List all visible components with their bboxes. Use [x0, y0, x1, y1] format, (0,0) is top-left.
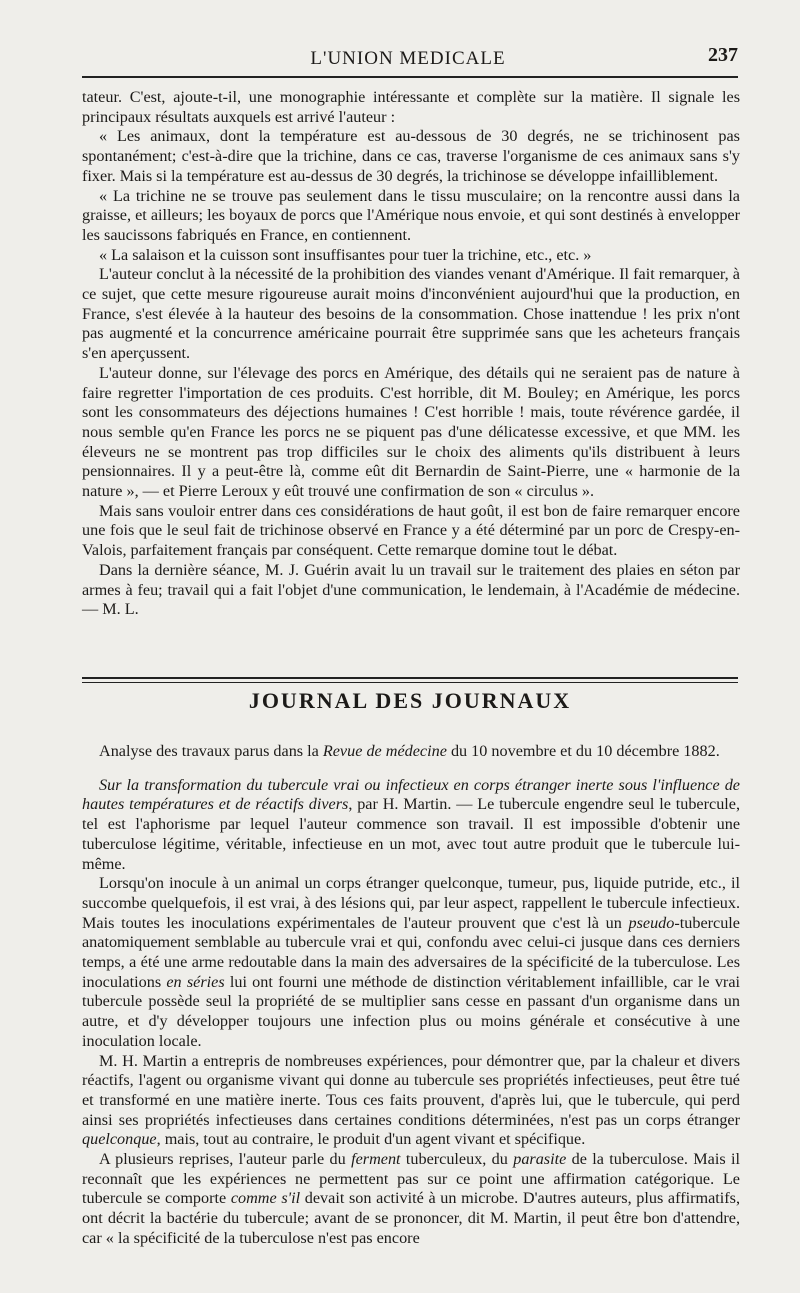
paragraph: A plusieurs reprises, l'auteur parle du ferment tuberculeux, du parasite de la tuberculose. Mais il reconnaît que les expériences ne permettent pas sur ce point une affirmation catégorique. Le tubercule se comporte comme s'il devait son activité à un microbe. D'autres auteurs, plus affirmatifs, ont décrit la bactérie du tubercule; avant de se prononcer, dit M. Martin, il peut être bon d'attendre, car « la spécificité de la tuberculose n'est pas encore	[82, 1150, 740, 1247]
journal-review-text	[82, 742, 740, 1249]
paragraph: Mais sans vouloir entrer dans ces considérations de haut goût, il est bon de faire remarquer encore une fois que le seul fait de trichinose observé en France y a été déterminé par un porc de Crespy-en-Valois, parfaitement français par conséquent. Cette remarque domine tout le débat.	[82, 501, 740, 560]
paragraph: Lorsqu'on inocule à un animal un corps étranger quelconque, tumeur, pus, liquide putride, etc., il succombe quelquefois, il est vrai, à des lésions qui, par leur aspect, rappellent le tubercule infectieux. Mais toutes les inoculations expérimentales de l'auteur prouvent que c'est là un pseudo-tubercule anatomiquement semblable au tubercule vrai et qui, confondu avec celui-ci jusque dans ces derniers temps, a été une arme redoutable dans la main des adversaires de la spécificité de la tuberculose. Les inoculations en séries lui ont fourni une méthode de distinction véritablement infaillible, car le vrai tubercule possède seul la propriété de se multiplier sans cesse en passant d'un organisme dans un autre, et d'y développer toujours une infection plus ou moins générale et consécutive à une inoculation locale.	[82, 874, 740, 1050]
article-author: , par H. Martin.	[348, 795, 452, 814]
page-number: 237	[708, 44, 738, 66]
paragraph: « Les animaux, dont la température est au-dessous de 30 degrés, ne se trichinosent pas spontanément; c'est-à-dire que la trichine, dans ce cas, traverse l'organisme de ces animaux sans s'y fixer. Mais si la température est au-dessus de 30 degrés, la trichinose se développe infailliblement.	[82, 127, 740, 185]
intro-paragraph: Analyse des travaux parus dans la Revue de médecine du 10 novembre et du 10 décembre 1882.	[99, 742, 720, 760]
paragraph: tateur. C'est, ajoute-t-il, une monographie intéressante et complète sur la matière. Il signale les principaux résultats auxquels est arrivé l'auteur :	[82, 88, 740, 126]
continued-article-text	[82, 88, 740, 620]
running-title: L'UNION MEDICALE	[310, 48, 506, 69]
paragraph: L'auteur donne, sur l'élevage des porcs en Amérique, des détails qui ne seraient pas de nature à faire regretter l'importation de ces produits. C'est horrible, dit M. Bouley; en Amérique, les porcs sont les consommateurs des déjections humaines ! C'est horrible ! mais, toute révérence gardée, il nous semble qu'en France les porcs ne se piquent pas d'une délicatesse excessive, et que MM. les éleveurs ne se montrent pas trop difficiles sur le choix des aliments qu'ils distribuent à leurs pensionnaires. Il y a peut-être là, comme eût dit Bernardin de Saint-Pierre, une « harmonie de la nature », — et Pierre Leroux y eût trouvé une confirmation de son « circulus ».	[82, 363, 740, 501]
article-title: Sur la transformation du tubercule vrai ou infectieux en corps étranger inerte sous l'influence de hautes températures et de réactifs divers	[82, 775, 740, 814]
paragraph: M. H. Martin a entrepris de nombreuses expériences, pour démontrer que, par la chaleur et divers réactifs, l'agent ou organisme vivant qui donne au tubercule ses propriétés infectieuses, peut être tué et transformé en une matière inerte. Tous ces faits prouvent, d'après lui, que le tubercule, qui perd ainsi ses propriétés infectieuses dans certaines conditions déterminées, n'est pas un corps étranger quelconque, mais, tout au contraire, le produit d'un agent vivant et spécifique.	[82, 1051, 740, 1149]
paragraph: L'auteur conclut à la nécessité de la prohibition des viandes venant d'Amérique. Il fait remarquer, à ce sujet, que cette mesure rigoureuse aurait moins d'inconvénient aujourd'hui que la production, en France, s'est élevée à la hauteur des besoins de la consommation. Chose inattendue ! les prix n'ont pas augmenté et la concurrence américaine pourrait être supprimée sans que les acheteurs français s'en aperçussent.	[82, 265, 740, 363]
section-rule	[82, 677, 738, 679]
paragraph: Dans la dernière séance, M. J. Guérin avait lu un travail sur le traitement des plaies en séton par armes à feu; travail qui a fait l'objet d'une communication, le lendemain, à l'Académie de médecine. — M. L.	[82, 560, 740, 619]
paragraph: Sur la transformation du tubercule vrai ou infectieux en corps étranger inerte sous l'influence de hautes températures et de réactifs divers, par H. Martin. — Le tubercule engendre seul le tubercule, tel est l'aphorisme par lequel l'auteur commence son travail. Il est impossible d'obtenir une tuberculose légitime, véritable, infectieuse en un mot, avec tout autre produit que le tubercule lui-même.	[82, 775, 741, 873]
header-rule	[82, 76, 738, 78]
journal-name: Revue de médecine	[322, 742, 447, 760]
page-header	[78, 44, 738, 72]
paragraph: « La salaison et la cuisson sont insuffisantes pour tuer la trichine, etc., etc. »	[99, 245, 592, 264]
section-rule	[82, 682, 738, 683]
paragraph: « La trichine ne se trouve pas seulement dans le tissu musculaire; on la rencontre aussi dans la graisse, et ailleurs; les boyaux de porcs que l'Amérique nous envoie, et qui sont destinés à envelopper les saucissons fabriqués en France, en contiennent.	[82, 186, 740, 244]
section-title: JOURNAL DES JOURNAUX	[248, 688, 572, 713]
